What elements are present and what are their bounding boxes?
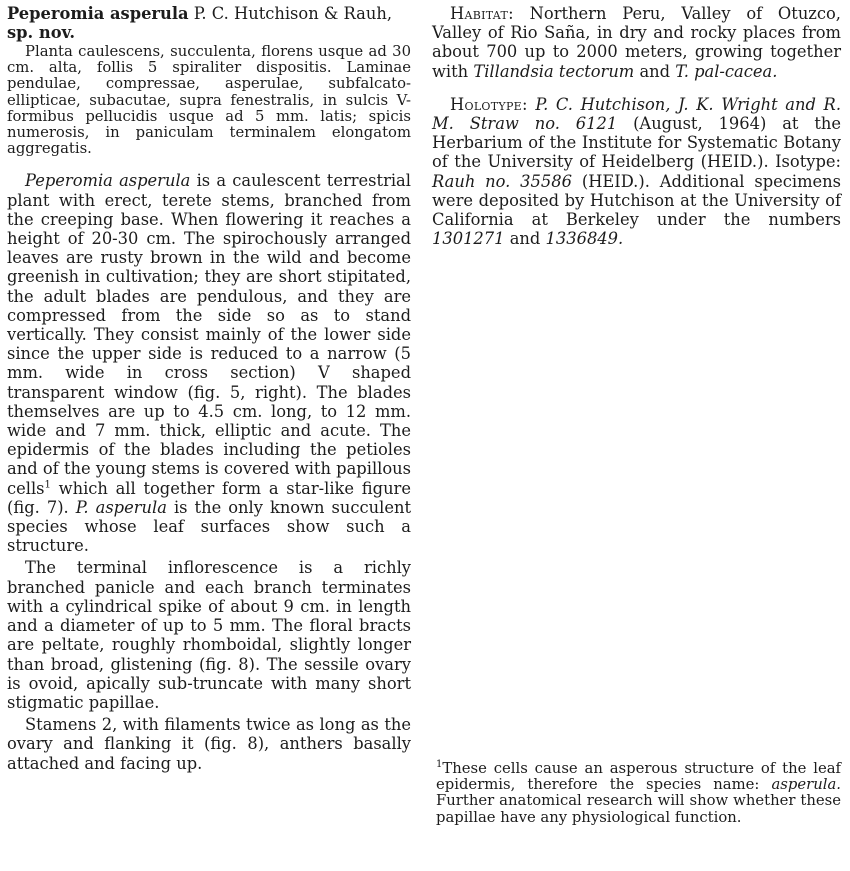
habitat-label: Habitat: xyxy=(450,4,514,23)
description-paragraph xyxy=(7,171,411,555)
description-text: is the only known succulent species whose leaf surfaces show such a structure. xyxy=(7,497,411,556)
footnote-reference: 1 xyxy=(44,479,51,491)
left-column xyxy=(7,4,411,773)
holotype-text: (August, 1964) at the Herbarium of the Institute for Systematic Botany of the University of Heidelberg (HEID.). Isotype: xyxy=(432,114,841,172)
isotype-italic: Rauh no. 35586 xyxy=(432,171,572,191)
species-name: Peperomia asperula xyxy=(7,4,189,23)
habitat-species-italic: Tillandsia tectorum xyxy=(473,61,635,81)
holotype-label: Holotype: xyxy=(450,94,528,114)
habitat-text: Northern Peru, Valley of Otuzco, Valley of Rio Saña, in dry and rocky places from about 700 up to 2000 meters, growing together with xyxy=(432,4,841,81)
latin-diagnosis: Planta caulescens, succulenta, florens usque ad 30 cm. alta, follis 5 spiraliter dispositis. Laminae pendulae, compressae, asperulae, subfalcato-ellipticae, subacutae, supra fenestralis, in sulcis V-formibus pellucidis usque ad 5 mm. latis; spicis numerosis, in paniculam terminalem elongatom aggregatis. xyxy=(7,43,411,158)
collectors-italic: P. C. Hutchison, J. K. Wright and R. M. Straw no. 6121 xyxy=(432,94,841,134)
specimen-number-italic: 1301271 xyxy=(432,229,505,249)
holotype-paragraph xyxy=(432,95,841,249)
right-column xyxy=(432,4,841,248)
species-heading xyxy=(7,4,411,42)
description-text: which all together form a star-like figure (fig. 7). xyxy=(7,478,411,517)
habitat-text: and xyxy=(639,61,671,81)
footnote-text: These cells cause an asperous structure of the leaf epidermis, therefore the species name: xyxy=(436,760,841,794)
footnote-mark: 1 xyxy=(436,759,443,771)
species-name-italic: Peperomia asperula xyxy=(25,171,191,191)
habitat-paragraph xyxy=(432,4,841,81)
footnote-text: Further anatomical research will show whether these papillae have any physiological function. xyxy=(436,792,841,826)
footnote xyxy=(436,761,841,826)
description-text: is a caulescent terrestrial plant with erect, terete stems, branched from the creeping base. When flowering it reaches a height of 20-30 cm. The spirochously arranged leaves are rusty brown in the wild and become greenish in cultivation; they are short stipitated, the adult blades are pendulous, and they are compressed from the side so as to stand vertically. They consist mainly of the lower side since the upper side is reduced to a narrow (5 mm. wide in cross section) V shaped transparent window (fig. 5, right). The blades themselves are up to 4.5 cm. long, to 12 mm. wide and 7 mm. thick, elliptic and acute. The epidermis of the blades including the petioles and of the young stems is covered with papillous cells xyxy=(7,171,411,498)
species-authors: P. C. Hutchison & Rauh, xyxy=(193,4,393,23)
species-abbrev-italic: P. asperula xyxy=(75,497,167,517)
stamens-paragraph: Stamens 2, with filaments twice as long as the ovary and flanking it (fig. 8), anthers basally attached and facing up. xyxy=(7,715,411,773)
specimen-number-italic: 1336849. xyxy=(545,229,624,249)
habitat-species-italic: T. pal-cacea. xyxy=(675,61,778,81)
footnote-italic: asperula. xyxy=(771,776,841,794)
holotype-text: (HEID.). Additional specimens were deposited by Hutchison at the University of California at Berkeley under the numbers xyxy=(432,171,841,230)
holotype-text: and xyxy=(509,229,541,249)
species-status: sp. nov. xyxy=(7,23,76,42)
inflorescence-paragraph: The terminal inflorescence is a richly branched panicle and each branch terminates with a cylindrical spike of about 9 cm. in length and a diameter of up to 5 mm. The floral bracts are peltate, roughly rhomboidal, slightly longer than broad, glistening (fig. 8). The sessile ovary is ovoid, apically sub-truncate with many short stigmatic papillae. xyxy=(7,558,411,712)
